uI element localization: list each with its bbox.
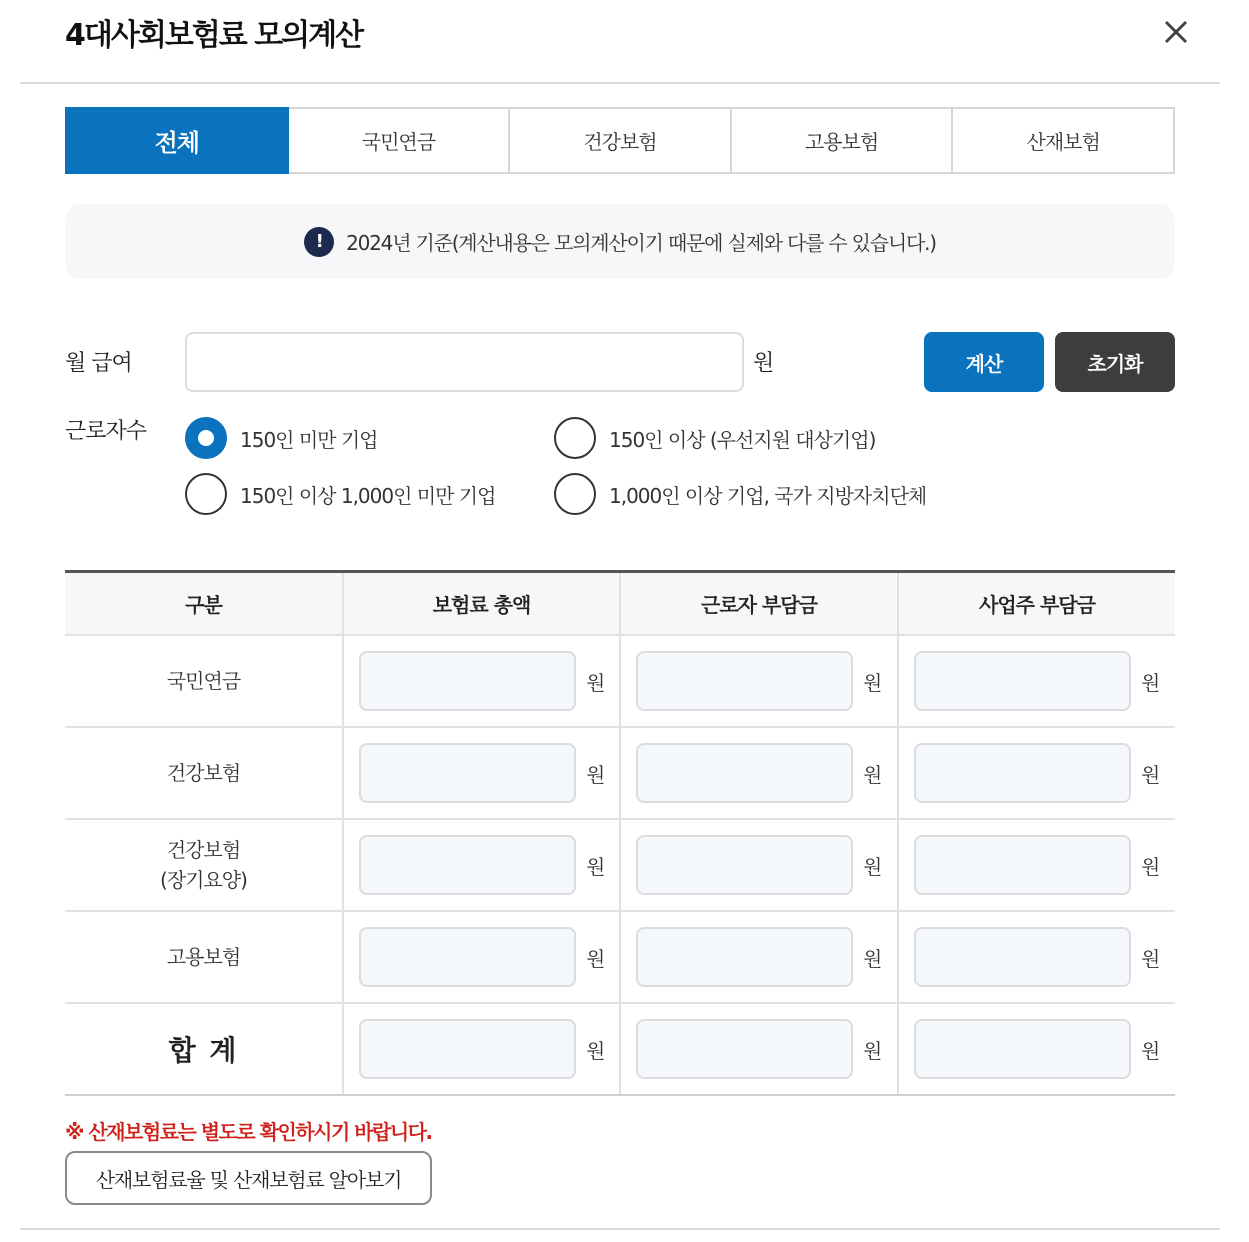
radio-label: 1,000인 이상 기업, 국가 지방자치단체: [609, 483, 927, 508]
amount-field[interactable]: [359, 651, 576, 711]
salary-input[interactable]: [185, 332, 744, 392]
total-label: 합 계: [65, 1003, 343, 1095]
amount-field[interactable]: [914, 1019, 1131, 1079]
amount-field[interactable]: [359, 1019, 576, 1079]
dialog-title: 4대사회보험료 모의계산: [65, 18, 363, 53]
table-row-total: [65, 1003, 1175, 1095]
unit-label: 원: [863, 1038, 882, 1063]
close-icon: [1158, 14, 1194, 50]
table-row: [65, 819, 1175, 911]
unit-label: 원: [863, 854, 882, 879]
radio-button-checked[interactable]: [185, 417, 227, 459]
unit-label: 원: [1141, 854, 1160, 879]
notice-box: [65, 204, 1175, 279]
unit-label: 원: [863, 670, 882, 695]
column-header: 근로자 부담금: [620, 572, 898, 636]
row-label: 건강보험: [65, 727, 343, 819]
radio-label: 150인 이상 1,000인 미만 기업: [240, 483, 496, 508]
unit-label: 원: [586, 946, 605, 971]
table-row: [65, 911, 1175, 1003]
amount-field[interactable]: [914, 927, 1131, 987]
radio-150-priority[interactable]: [554, 417, 875, 459]
salary-unit: 원: [753, 351, 774, 376]
industrial-rate-button[interactable]: 산재보험료율 및 산재보험료 알아보기: [65, 1151, 432, 1205]
table-header-row: [65, 572, 1175, 636]
unit-label: 원: [586, 854, 605, 879]
unit-label: 원: [1141, 670, 1160, 695]
tab-national-pension[interactable]: 국민연금: [289, 107, 511, 174]
amount-field[interactable]: [359, 927, 576, 987]
amount-field[interactable]: [914, 835, 1131, 895]
tab-industrial-accident-insurance[interactable]: 산재보험: [953, 107, 1175, 174]
tab-health-insurance[interactable]: 건강보험: [510, 107, 732, 174]
column-header: 사업주 부담금: [898, 572, 1175, 636]
amount-field[interactable]: [359, 835, 576, 895]
unit-label: 원: [1141, 762, 1160, 787]
table-row: [65, 635, 1175, 727]
radio-under-150[interactable]: [185, 417, 378, 459]
unit-label: 원: [863, 946, 882, 971]
unit-label: 원: [1141, 1038, 1160, 1063]
tab-employment-insurance[interactable]: 고용보험: [732, 107, 954, 174]
workers-label: 근로자수: [65, 419, 147, 444]
row-label: 고용보험: [65, 911, 343, 1003]
exclamation-icon: !: [304, 227, 334, 257]
radio-button[interactable]: [554, 417, 596, 459]
close-button[interactable]: [1158, 14, 1194, 50]
insurance-table: [65, 570, 1175, 1096]
tab-all[interactable]: 전체: [65, 107, 289, 174]
header-divider: [20, 82, 1220, 84]
radio-button[interactable]: [185, 473, 227, 515]
unit-label: 원: [863, 762, 882, 787]
calculate-button[interactable]: 계산: [924, 332, 1044, 392]
radio-over-1000[interactable]: [554, 473, 926, 515]
amount-field[interactable]: [914, 743, 1131, 803]
warning-text: ※ 산재보험료는 별도로 확인하시기 바랍니다.: [65, 1120, 432, 1144]
amount-field[interactable]: [636, 1019, 853, 1079]
salary-label: 월 급여: [65, 351, 132, 376]
amount-field[interactable]: [636, 651, 853, 711]
radio-button[interactable]: [554, 473, 596, 515]
table-row: [65, 727, 1175, 819]
amount-field[interactable]: [914, 651, 1131, 711]
notice-text: 2024년 기준(계산내용은 모의계산이기 때문에 실제와 다를 수 있습니다.): [346, 231, 936, 255]
row-label: 건강보험 (장기요양): [65, 819, 343, 911]
tab-bar: [65, 107, 1175, 174]
amount-field[interactable]: [636, 927, 853, 987]
reset-button[interactable]: 초기화: [1055, 332, 1175, 392]
row-label: 국민연금: [65, 635, 343, 727]
amount-field[interactable]: [636, 835, 853, 895]
radio-label: 150인 이상 (우선지원 대상기업): [609, 427, 876, 452]
unit-label: 원: [586, 762, 605, 787]
radio-150-to-1000[interactable]: [185, 473, 495, 515]
footer-divider: [20, 1228, 1220, 1230]
unit-label: 원: [586, 670, 605, 695]
column-header: 보험료 총액: [343, 572, 620, 636]
unit-label: 원: [1141, 946, 1160, 971]
amount-field[interactable]: [636, 743, 853, 803]
unit-label: 원: [586, 1038, 605, 1063]
column-header: 구분: [65, 572, 343, 636]
radio-label: 150인 미만 기업: [240, 427, 378, 452]
amount-field[interactable]: [359, 743, 576, 803]
